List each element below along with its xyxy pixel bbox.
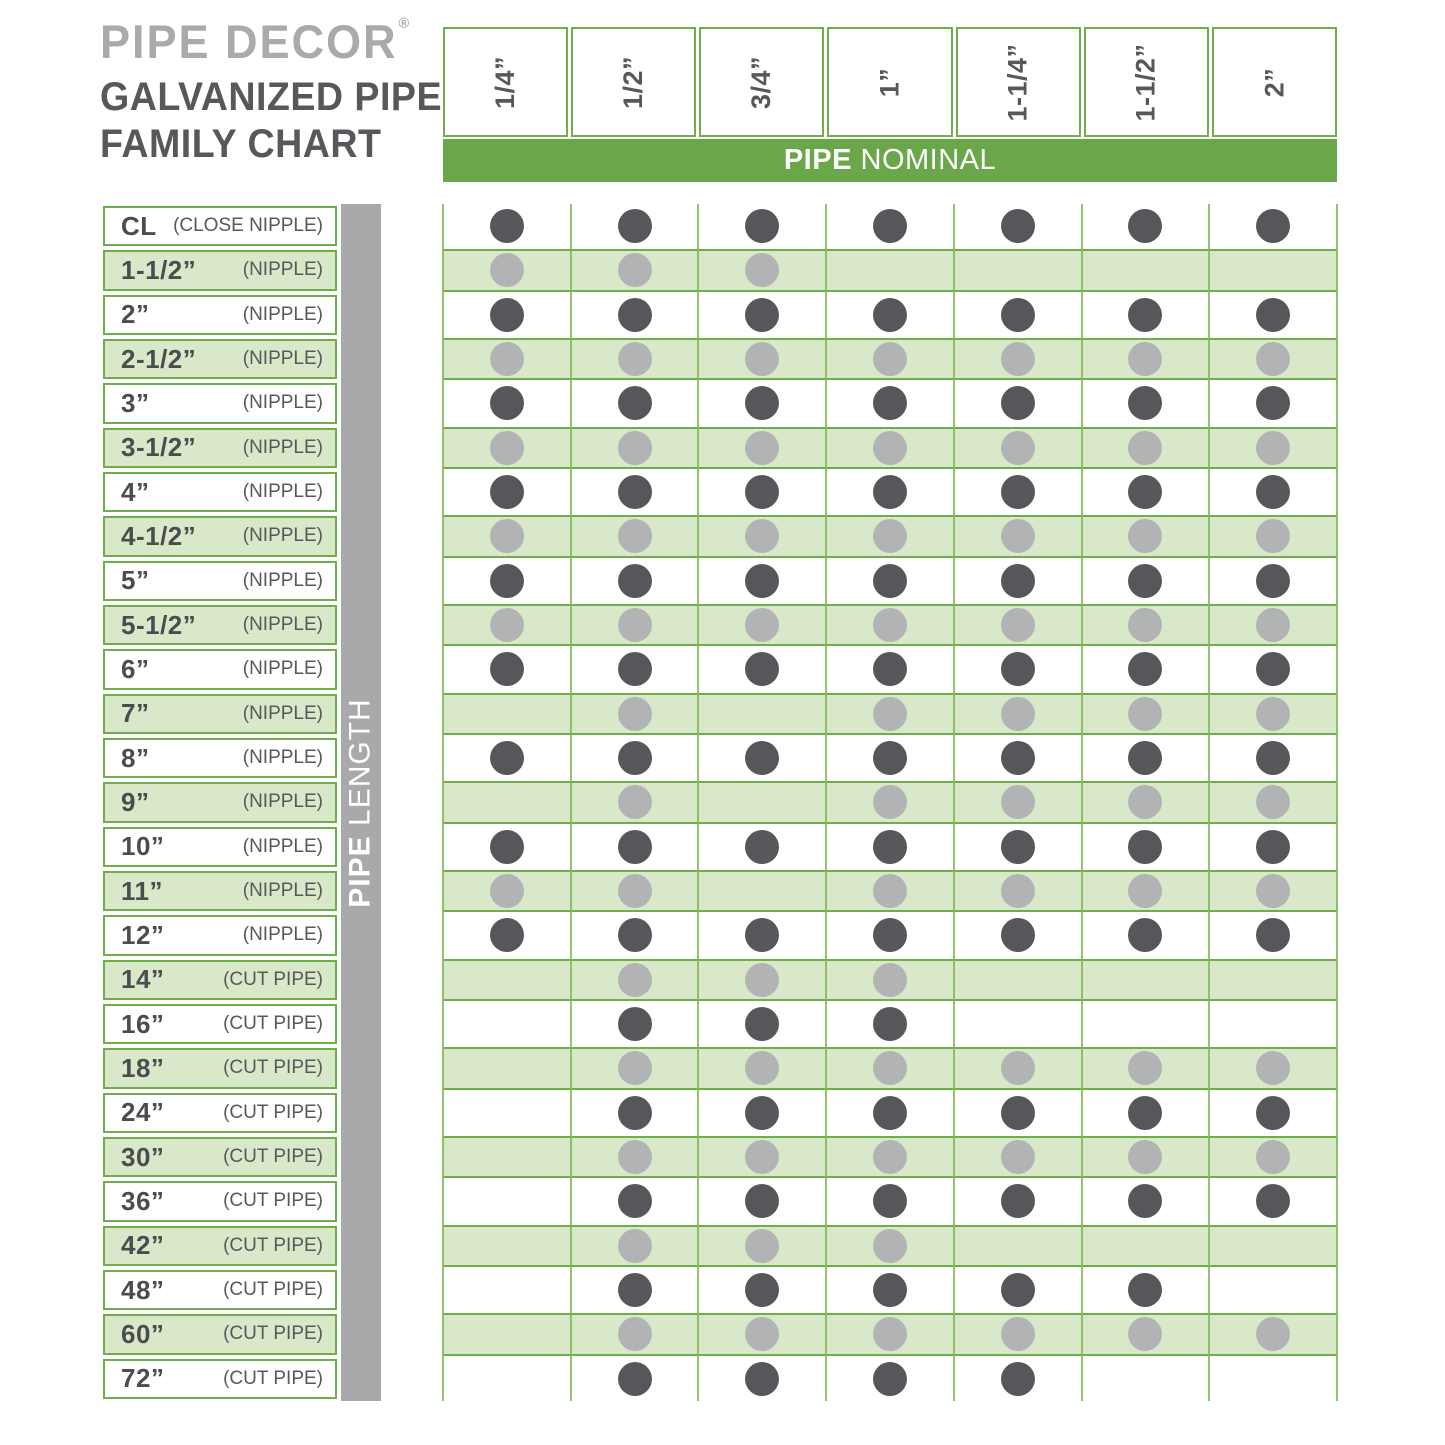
- availability-dot: [618, 741, 652, 775]
- availability-dot: [618, 785, 652, 819]
- availability-dot: [618, 253, 652, 287]
- row-length-label: 18”: [121, 1052, 165, 1083]
- table-row: [100, 426, 1337, 470]
- availability-dot: [618, 1140, 652, 1174]
- availability-dot: [745, 431, 779, 465]
- row-label: [103, 782, 337, 822]
- table-row: [100, 780, 1337, 824]
- row-label: [103, 605, 337, 645]
- availability-dot: [1256, 830, 1290, 864]
- table-row: [100, 825, 1337, 869]
- availability-dot: [1128, 475, 1162, 509]
- availability-dot: [618, 1317, 652, 1351]
- availability-dot: [490, 519, 524, 553]
- table-row: [100, 514, 1337, 558]
- grid-line: [953, 204, 955, 1401]
- availability-dot: [618, 431, 652, 465]
- availability-dot: [490, 741, 524, 775]
- availability-dot: [1001, 1273, 1035, 1307]
- availability-dot: [1256, 475, 1290, 509]
- availability-dot: [1128, 697, 1162, 731]
- availability-dot: [873, 1273, 907, 1307]
- availability-dot: [490, 608, 524, 642]
- availability-dot: [1256, 741, 1290, 775]
- availability-dot: [1001, 1317, 1035, 1351]
- row-length-label: 5-1/2”: [121, 609, 197, 640]
- table-row: [100, 1224, 1337, 1268]
- row-length-label: 36”: [121, 1185, 165, 1216]
- row-type-label: (NIPPLE): [242, 392, 323, 414]
- availability-dot: [745, 1362, 779, 1396]
- availability-dot: [1256, 1096, 1290, 1130]
- availability-dot: [490, 298, 524, 332]
- row-type-label: (NIPPLE): [242, 702, 323, 724]
- row-type-label: (CUT PIPE): [223, 1013, 323, 1035]
- table-row: [100, 1312, 1337, 1356]
- availability-dot: [618, 1362, 652, 1396]
- availability-dot: [873, 1362, 907, 1396]
- availability-dot: [745, 209, 779, 243]
- availability-dot: [1001, 652, 1035, 686]
- row-length-label: 5”: [121, 565, 150, 596]
- availability-dot: [618, 564, 652, 598]
- availability-dot: [490, 830, 524, 864]
- availability-dot: [1128, 1273, 1162, 1307]
- availability-dot: [618, 342, 652, 376]
- table-row: [100, 293, 1337, 337]
- grid-line: [825, 204, 827, 1401]
- row-type-label: (CUT PIPE): [223, 968, 323, 990]
- availability-dot: [618, 963, 652, 997]
- row-length-label: 14”: [121, 964, 165, 995]
- row-length-label: 16”: [121, 1008, 165, 1039]
- row-label: [103, 915, 337, 955]
- row-type-label: (NIPPLE): [242, 436, 323, 458]
- availability-dot: [1256, 298, 1290, 332]
- availability-dot: [490, 386, 524, 420]
- availability-dot: [1256, 652, 1290, 686]
- row-length-label: 10”: [121, 831, 165, 862]
- availability-dot: [1128, 564, 1162, 598]
- row-label: [103, 1048, 337, 1088]
- availability-dot: [618, 1273, 652, 1307]
- table-row: [100, 692, 1337, 736]
- availability-dot: [873, 697, 907, 731]
- availability-dot: [1128, 431, 1162, 465]
- availability-dot: [490, 652, 524, 686]
- table-row: [100, 1091, 1337, 1135]
- row-type-label: (NIPPLE): [242, 481, 323, 503]
- column-header-label: 1/4”: [490, 55, 521, 109]
- availability-dot: [745, 475, 779, 509]
- column-header: [1212, 27, 1337, 137]
- availability-dot: [1001, 918, 1035, 952]
- row-length-label: 4-1/2”: [121, 520, 197, 551]
- availability-dot: [1001, 785, 1035, 819]
- availability-dot: [1128, 918, 1162, 952]
- chart-title: [100, 74, 442, 168]
- availability-dot: [1256, 918, 1290, 952]
- availability-dot: [745, 963, 779, 997]
- availability-dot: [745, 298, 779, 332]
- row-label: [103, 1004, 337, 1044]
- availability-dot: [873, 1007, 907, 1041]
- row-label: [103, 295, 337, 335]
- table-row: [100, 204, 1337, 248]
- availability-dot: [490, 918, 524, 952]
- availability-dot: [618, 652, 652, 686]
- availability-dot: [618, 386, 652, 420]
- row-label: [103, 339, 337, 379]
- availability-dot: [618, 1051, 652, 1085]
- availability-dot: [1128, 386, 1162, 420]
- availability-dot: [745, 1273, 779, 1307]
- row-type-label: (NIPPLE): [242, 880, 323, 902]
- row-label: [103, 1270, 337, 1310]
- availability-dot: [1001, 741, 1035, 775]
- availability-dot: [1256, 342, 1290, 376]
- availability-dot: [1256, 386, 1290, 420]
- grid-line: [1081, 204, 1083, 1401]
- chart-title-line-1: GALVANIZED PIPE: [100, 75, 442, 119]
- availability-dot: [1128, 1096, 1162, 1130]
- availability-dot: [618, 1007, 652, 1041]
- row-length-label: 60”: [121, 1318, 165, 1349]
- availability-dot: [1256, 1184, 1290, 1218]
- availability-dot: [745, 1007, 779, 1041]
- row-length-label: 7”: [121, 698, 150, 729]
- availability-dot: [873, 1096, 907, 1130]
- availability-dot: [873, 342, 907, 376]
- availability-dot: [618, 697, 652, 731]
- row-label: [103, 472, 337, 512]
- column-header-label: 1-1/2”: [1130, 42, 1161, 122]
- row-type-label: (NIPPLE): [242, 835, 323, 857]
- row-length-label: 2-1/2”: [121, 343, 197, 374]
- availability-dot: [1128, 741, 1162, 775]
- column-header: [1084, 27, 1209, 137]
- row-label: [103, 1181, 337, 1221]
- availability-dot: [1256, 564, 1290, 598]
- availability-dot: [1128, 830, 1162, 864]
- row-length-label: 8”: [121, 742, 150, 773]
- row-type-label: (NIPPLE): [242, 614, 323, 636]
- column-header: [956, 27, 1081, 137]
- row-length-label: 9”: [121, 786, 150, 817]
- availability-dot: [745, 741, 779, 775]
- availability-dot: [873, 608, 907, 642]
- row-length-label: 24”: [121, 1097, 165, 1128]
- row-type-label: (NIPPLE): [242, 569, 323, 591]
- pipe-nominal-bar: [443, 139, 1337, 182]
- row-label: [103, 738, 337, 778]
- row-length-label: 4”: [121, 476, 150, 507]
- row-length-label: 2”: [121, 299, 150, 330]
- row-type-label: (CUT PIPE): [223, 1146, 323, 1168]
- availability-dot: [618, 519, 652, 553]
- availability-dot: [490, 431, 524, 465]
- availability-dot: [745, 830, 779, 864]
- row-length-label: CL: [121, 210, 157, 241]
- availability-dot: [873, 431, 907, 465]
- table-row: [100, 1135, 1337, 1179]
- row-label: [103, 206, 337, 246]
- availability-dot: [873, 918, 907, 952]
- pipe-length-regular-word: LENGTH: [344, 697, 377, 826]
- availability-dot: [1001, 1096, 1035, 1130]
- row-type-label: (NIPPLE): [242, 259, 323, 281]
- row-label: [103, 871, 337, 911]
- availability-dot: [873, 1140, 907, 1174]
- availability-dot: [745, 1096, 779, 1130]
- row-label: [103, 428, 337, 468]
- row-length-label: 30”: [121, 1141, 165, 1172]
- availability-dot: [1001, 386, 1035, 420]
- availability-dot: [1128, 1184, 1162, 1218]
- availability-dot: [618, 1096, 652, 1130]
- table-row: [100, 1002, 1337, 1046]
- availability-dot: [1256, 1140, 1290, 1174]
- row-length-label: 3”: [121, 387, 150, 418]
- column-header: [571, 27, 696, 137]
- pipe-length-bold-word: PIPE: [344, 834, 377, 908]
- row-length-label: 42”: [121, 1230, 165, 1261]
- row-label: [103, 561, 337, 601]
- availability-dot: [745, 1140, 779, 1174]
- row-length-label: 12”: [121, 919, 165, 950]
- column-header-label: 1”: [874, 67, 905, 97]
- row-label: [103, 383, 337, 423]
- availability-dot: [1001, 475, 1035, 509]
- availability-dot: [873, 741, 907, 775]
- table-row: [100, 470, 1337, 514]
- availability-dot: [873, 1229, 907, 1263]
- availability-dot: [1001, 342, 1035, 376]
- row-band: [443, 249, 1337, 291]
- availability-dot: [1001, 564, 1035, 598]
- row-label: [103, 960, 337, 1000]
- chart-title-line-2: FAMILY CHART: [100, 122, 382, 166]
- table-row: [100, 913, 1337, 957]
- availability-dot: [745, 564, 779, 598]
- availability-dot: [1001, 519, 1035, 553]
- availability-dot: [745, 386, 779, 420]
- availability-dot: [618, 298, 652, 332]
- availability-dot: [618, 1184, 652, 1218]
- row-type-label: (CUT PIPE): [223, 1367, 323, 1389]
- table-row: [100, 1268, 1337, 1312]
- availability-dot: [490, 342, 524, 376]
- row-length-label: 48”: [121, 1274, 165, 1305]
- availability-dot: [618, 1229, 652, 1263]
- row-type-label: (CLOSE NIPPLE): [173, 215, 323, 237]
- row-type-label: (CUT PIPE): [223, 1101, 323, 1123]
- table-row: [100, 647, 1337, 691]
- column-header-label: 3/4”: [746, 55, 777, 109]
- row-label: [103, 1359, 337, 1399]
- pipe-nominal-bold-word: PIPE: [783, 144, 852, 176]
- table-row: [100, 381, 1337, 425]
- row-type-label: (NIPPLE): [242, 747, 323, 769]
- row-length-label: 3-1/2”: [121, 432, 197, 463]
- row-type-label: (NIPPLE): [242, 525, 323, 547]
- row-type-label: (NIPPLE): [242, 658, 323, 680]
- availability-dot: [1001, 431, 1035, 465]
- availability-dot: [873, 298, 907, 332]
- table-row: [100, 736, 1337, 780]
- row-label: [103, 1137, 337, 1177]
- column-header: [699, 27, 824, 137]
- availability-dot: [1001, 1140, 1035, 1174]
- table-row: [100, 559, 1337, 603]
- word-space: [852, 144, 861, 177]
- availability-dot: [873, 1051, 907, 1085]
- pipe-nominal-regular-word: NOMINAL: [860, 144, 997, 176]
- column-header-label: 1-1/4”: [1002, 42, 1033, 122]
- availability-dot: [1001, 1184, 1035, 1218]
- row-label: [103, 516, 337, 556]
- availability-dot: [618, 475, 652, 509]
- availability-dot: [873, 1317, 907, 1351]
- table-row: [100, 1357, 1337, 1401]
- row-label: [103, 1226, 337, 1266]
- availability-dot: [618, 830, 652, 864]
- availability-dot: [618, 874, 652, 908]
- row-label: [103, 694, 337, 734]
- row-label: [103, 1093, 337, 1133]
- availability-dot: [490, 475, 524, 509]
- availability-dot: [873, 1184, 907, 1218]
- table-row: [100, 1179, 1337, 1223]
- row-type-label: (CUT PIPE): [223, 1234, 323, 1256]
- availability-dot: [873, 830, 907, 864]
- registered-mark-icon: ®: [398, 15, 412, 32]
- row-label: [103, 827, 337, 867]
- availability-dot: [618, 918, 652, 952]
- availability-matrix: [100, 204, 1337, 1401]
- column-header-label: 2”: [1258, 67, 1289, 97]
- availability-dot: [1001, 874, 1035, 908]
- availability-dot: [745, 652, 779, 686]
- column-header: [443, 27, 568, 137]
- row-label: [103, 1314, 337, 1354]
- row-label: [103, 250, 337, 290]
- row-label: [103, 649, 337, 689]
- grid-line: [442, 204, 444, 1401]
- word-space: [344, 825, 377, 834]
- grid-line: [570, 204, 572, 1401]
- availability-dot: [873, 209, 907, 243]
- column-header-label: 1/2”: [618, 55, 649, 109]
- row-type-label: (NIPPLE): [242, 791, 323, 813]
- availability-dot: [873, 475, 907, 509]
- row-length-label: 1-1/2”: [121, 254, 197, 285]
- row-type-label: (NIPPLE): [242, 924, 323, 946]
- availability-dot: [1128, 298, 1162, 332]
- table-row: [100, 603, 1337, 647]
- availability-dot: [1256, 608, 1290, 642]
- grid-line: [1336, 204, 1338, 1401]
- availability-dot: [873, 652, 907, 686]
- availability-dot: [1256, 209, 1290, 243]
- availability-dot: [1256, 874, 1290, 908]
- pipe-length-label: [344, 698, 378, 907]
- row-length-label: 11”: [121, 875, 163, 906]
- availability-dot: [490, 874, 524, 908]
- availability-dot: [1128, 652, 1162, 686]
- availability-dot: [618, 209, 652, 243]
- availability-dot: [618, 608, 652, 642]
- availability-dot: [745, 918, 779, 952]
- row-type-label: (CUT PIPE): [223, 1279, 323, 1301]
- availability-dot: [873, 386, 907, 420]
- availability-dot: [745, 608, 779, 642]
- availability-dot: [1001, 209, 1035, 243]
- table-row: [100, 248, 1337, 292]
- column-headers: [443, 27, 1337, 137]
- row-type-label: (CUT PIPE): [223, 1190, 323, 1212]
- availability-dot: [490, 209, 524, 243]
- availability-dot: [1256, 431, 1290, 465]
- table-row: [100, 1046, 1337, 1090]
- row-type-label: (CUT PIPE): [223, 1323, 323, 1345]
- availability-dot: [1256, 697, 1290, 731]
- row-type-label: (CUT PIPE): [223, 1057, 323, 1079]
- availability-dot: [745, 1184, 779, 1218]
- availability-dot: [490, 253, 524, 287]
- row-type-label: (NIPPLE): [242, 303, 323, 325]
- availability-dot: [873, 963, 907, 997]
- availability-dot: [1001, 697, 1035, 731]
- row-length-label: 72”: [121, 1363, 165, 1394]
- availability-dot: [1128, 209, 1162, 243]
- grid-line: [1208, 204, 1210, 1401]
- logo-text: PIPE DECOR: [100, 15, 398, 68]
- availability-dot: [1001, 1362, 1035, 1396]
- availability-dot: [873, 564, 907, 598]
- pipe-length-bar: [341, 204, 381, 1401]
- availability-dot: [1001, 298, 1035, 332]
- availability-dot: [745, 1229, 779, 1263]
- availability-dot: [490, 564, 524, 598]
- table-row: [100, 337, 1337, 381]
- row-length-label: 6”: [121, 653, 150, 684]
- availability-dot: [1001, 1051, 1035, 1085]
- availability-dot: [873, 874, 907, 908]
- rows-host: [100, 204, 1337, 1401]
- availability-dot: [1001, 608, 1035, 642]
- column-header: [827, 27, 952, 137]
- table-row: [100, 869, 1337, 913]
- table-row: [100, 958, 1337, 1002]
- pipe-decor-logo: [100, 14, 410, 69]
- row-type-label: (NIPPLE): [242, 348, 323, 370]
- availability-dot: [1001, 830, 1035, 864]
- grid-line: [697, 204, 699, 1401]
